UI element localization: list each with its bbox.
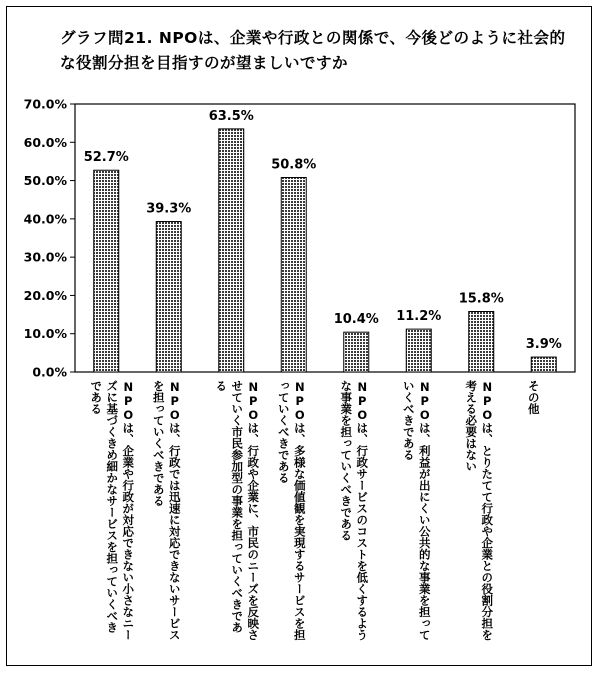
y-tick-label: 60.0% [23,134,67,150]
data-label: 63.5% [208,108,254,124]
bar [531,357,556,372]
bar [94,170,119,372]
y-tick-label: 0.0% [32,364,67,380]
data-label: 50.8% [271,157,317,173]
bar [406,329,431,372]
data-label: 3.9% [525,337,562,353]
category-label: NPOは、行政では迅速に対応できないサービスを担っていくべきである [151,380,182,641]
bar [344,332,369,372]
category-label: NPOは、とりたてて行政や企業との役割分担を考える必要はない [464,380,495,641]
bar [469,312,494,372]
plot-area [75,104,575,372]
chart-title: グラフ問21. NPOは、企業や行政との関係で、今後どのように社会的な役割分担を目指すのが望ましいですか [60,29,566,72]
category-label: NPOは、企業や行政が対応できない小さなニーズに基づくきめ細かなサービスを担っていくべきである [89,380,136,641]
category-label: NPOは、行政や企業に、市民のニーズを反映させていく市民参加型の事業を担っていくべきである [214,380,261,641]
y-tick-label: 20.0% [23,287,67,303]
y-tick-label: 50.0% [23,173,67,189]
data-label: 10.4% [333,312,379,328]
y-tick-label: 40.0% [23,211,67,227]
category-label: NPOは、行政サービスのコストを低くするような事業を担っていくべきである [339,380,370,641]
category-label: NPOは、多様な価値観を実現するサービスを担っていくべきである [276,380,307,641]
category-label: その他 [526,380,541,415]
bar [281,178,306,372]
y-tick-label: 30.0% [23,249,67,265]
category-label: NPOは、利益が出にくい公共的な事業を担っていくべきである [401,380,432,641]
y-tick-label: 10.0% [23,326,67,342]
data-label: 52.7% [83,150,129,166]
data-label: 11.2% [396,309,442,325]
bar [219,129,244,372]
data-label: 39.3% [146,201,192,217]
y-tick-label: 70.0% [23,96,67,112]
bar [156,222,181,372]
data-label: 15.8% [458,291,504,307]
